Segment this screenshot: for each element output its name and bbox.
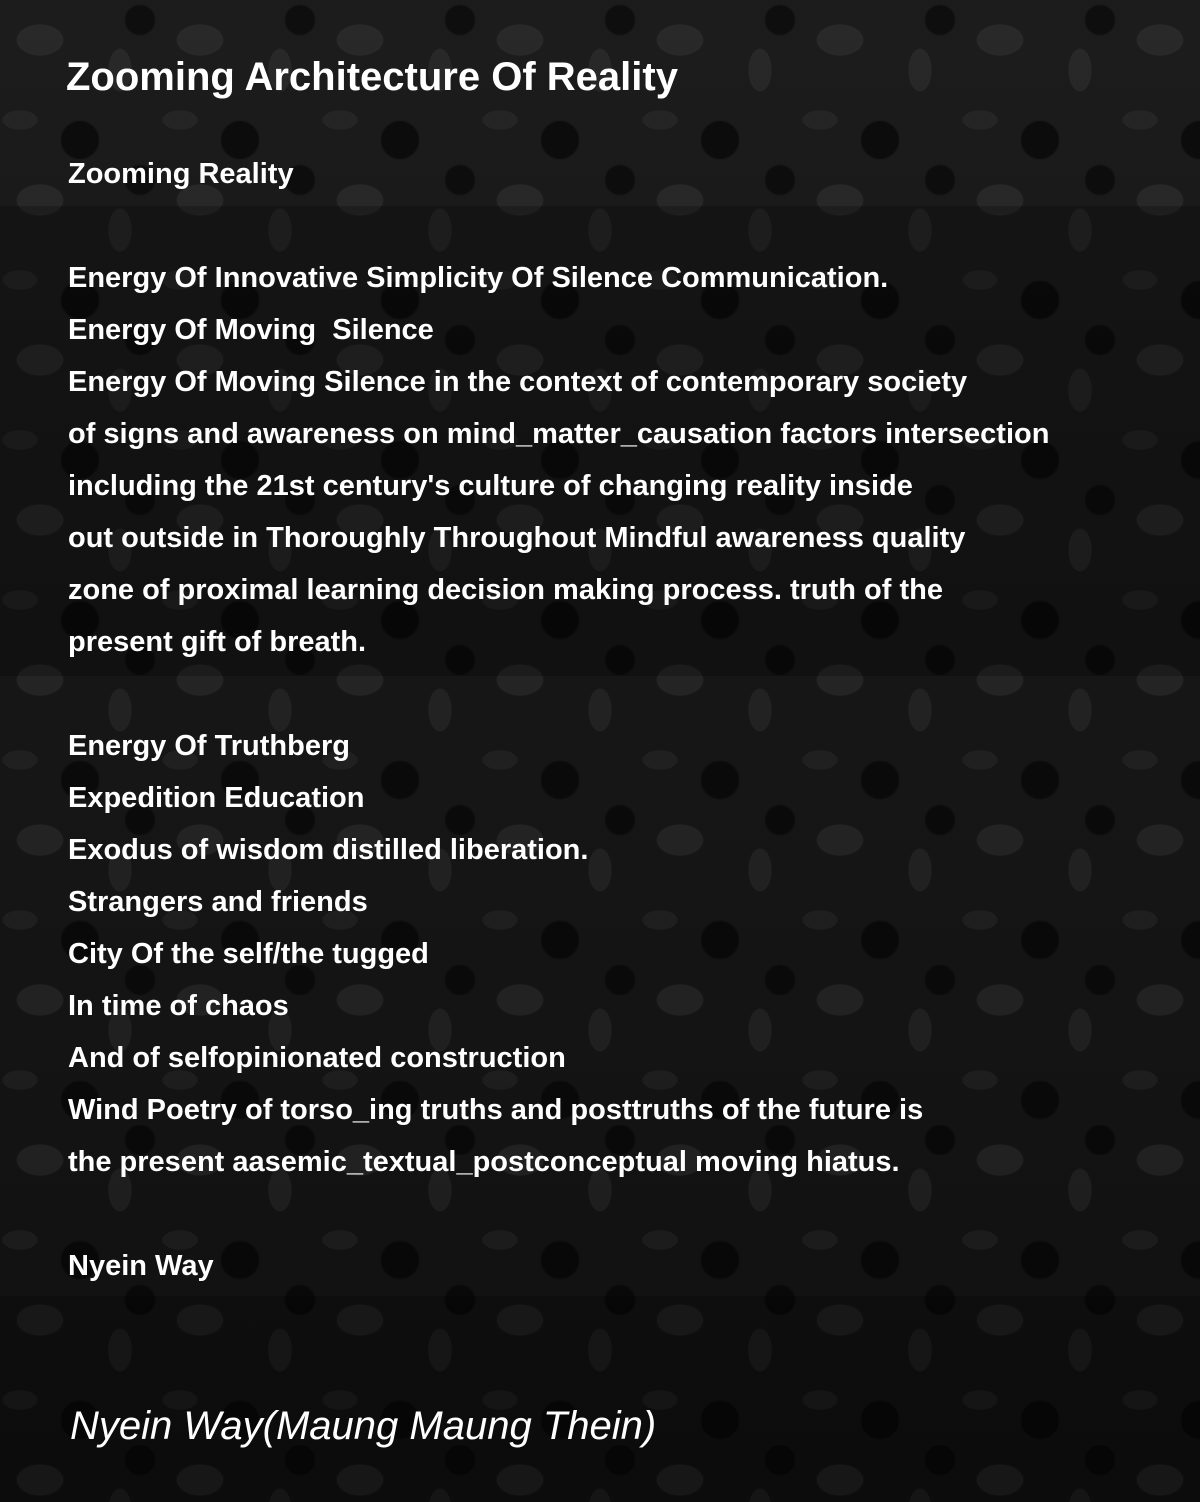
stanza-break <box>68 1188 1188 1240</box>
poem-title: Zooming Architecture Of Reality <box>66 55 678 99</box>
poem-line: And of selfopinionated construction <box>68 1042 566 1074</box>
poem-line: Wind Poetry of torso_ing truths and posttruths of the future is <box>68 1094 924 1126</box>
poem-body <box>68 148 1188 1292</box>
poem-line: zone of proximal learning decision making process. truth of the <box>68 574 943 606</box>
poem-line: Exodus of wisdom distilled liberation. <box>68 834 589 866</box>
stanza-1 <box>68 252 1188 668</box>
poem-line: Energy Of Moving Silence in the context of contemporary society <box>68 366 968 398</box>
stanza-break <box>68 200 1188 252</box>
poem-line: including the 21st century's culture of changing reality inside <box>68 470 913 502</box>
poem-line: the present aasemic_textual_postconceptual moving hiatus. <box>68 1146 900 1178</box>
poem-line: City Of the self/the tugged <box>68 938 429 970</box>
poem-line: out outside in Thoroughly Throughout Mindful awareness quality <box>68 522 966 554</box>
poem-signature: Nyein Way <box>68 1250 214 1282</box>
poem-line: present gift of breath. <box>68 626 367 658</box>
poem-line: Energy Of Truthberg <box>68 730 350 762</box>
stanza-break <box>68 668 1188 720</box>
poem-line: Expedition Education <box>68 782 365 814</box>
poem-line: In time of chaos <box>68 990 289 1022</box>
author-name: Nyein Way(Maung Maung Thein) <box>70 1404 657 1448</box>
stanza-2 <box>68 720 1188 1188</box>
poem-heading: Zooming Reality <box>68 158 294 190</box>
poem-line: Energy Of Moving Silence <box>68 314 434 346</box>
poem-line: Strangers and friends <box>68 886 368 918</box>
poem-line: Energy Of Innovative Simplicity Of Silence Communication. <box>68 262 889 294</box>
poem-line: of signs and awareness on mind_matter_causation factors intersection <box>68 418 1050 450</box>
